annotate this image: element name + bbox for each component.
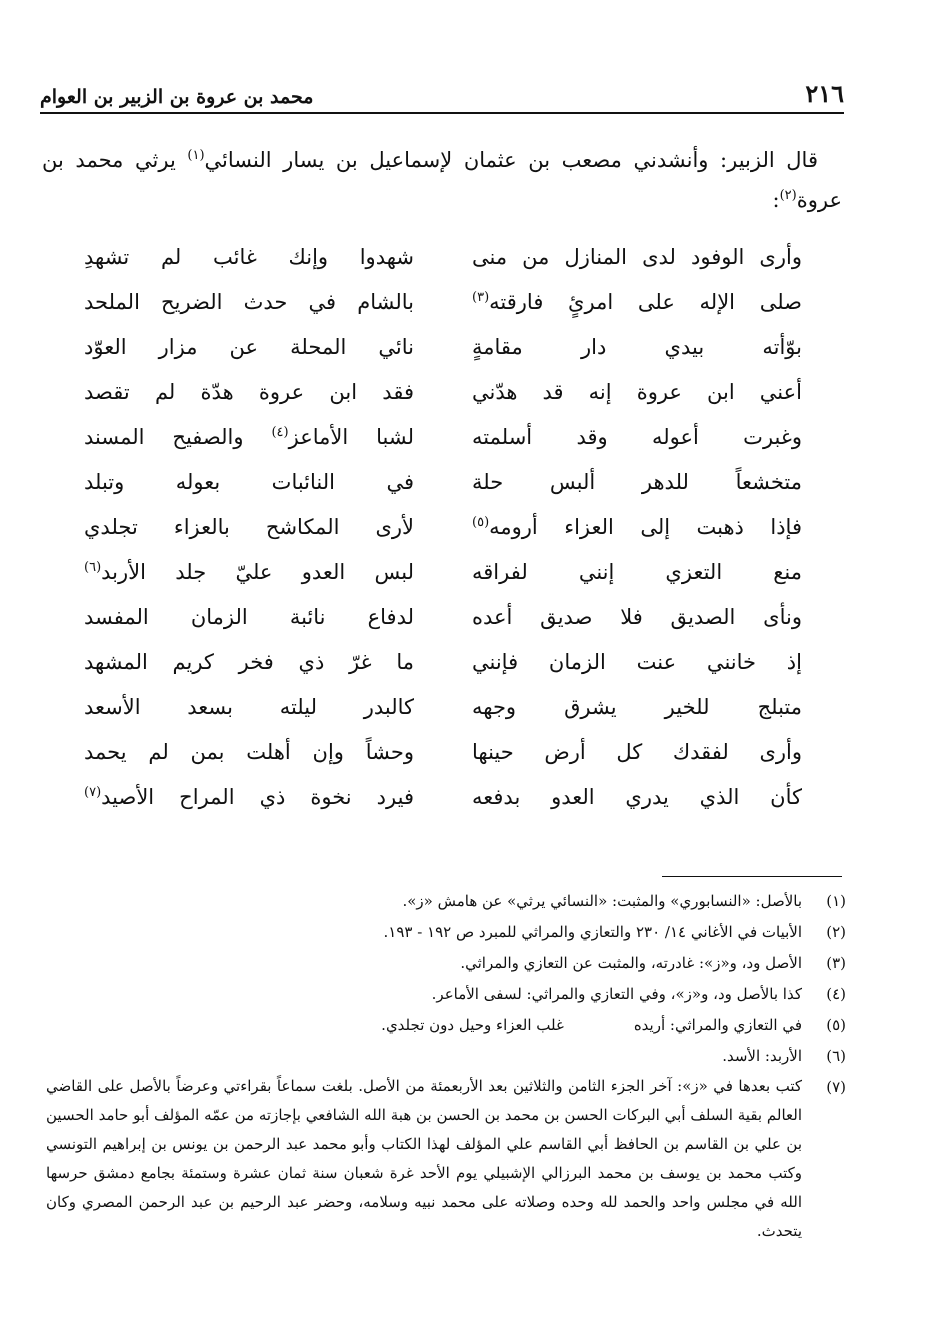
hemistich-text: لأرى المكاشح بالعزاء تجلدي xyxy=(84,514,414,539)
verse-first-hemistich xyxy=(472,425,802,449)
verse-line xyxy=(84,549,802,594)
verse-line xyxy=(84,234,802,279)
intro-text: : xyxy=(772,188,780,212)
hemistich-text: بوّأته بيدي دار مقامةٍ xyxy=(472,334,802,359)
footnote-number: (٤) xyxy=(826,985,846,1003)
footnote-ref[interactable]: (٥) xyxy=(472,514,490,530)
hemistich-text: منع التعزي إنني لفراقه xyxy=(472,559,802,584)
verse-first-hemistich xyxy=(472,470,802,494)
verse-first-hemistich xyxy=(472,560,802,584)
hemistich-text: وأرى لفقدك كل أرض حينها xyxy=(472,739,802,764)
footnote-number: (٣) xyxy=(826,954,846,972)
verse-second-hemistich xyxy=(84,290,414,314)
footnotes xyxy=(46,886,846,1246)
hemistich-text: متبلج للخير يشرق وجهه xyxy=(472,694,802,719)
verse-second-hemistich xyxy=(84,380,414,404)
hemistich-text: وأرى الوفود لدى المنازل من منى xyxy=(472,244,802,269)
verse-second-hemistich xyxy=(84,650,414,674)
footnote-text-wrap xyxy=(46,979,802,1010)
hemistich-text: كالبدر ليلته بسعد الأسعد xyxy=(84,694,414,719)
verse-line xyxy=(84,279,802,324)
verse-line xyxy=(84,459,802,504)
footnote xyxy=(46,1010,846,1041)
hemistich-text: صلى الإله على امرئٍ فارقته xyxy=(489,289,802,314)
verse-second-hemistich xyxy=(84,785,414,809)
footnote-number: (٥) xyxy=(826,1016,846,1034)
hemistich-text: ونأى الصديق فلا صديق أعده xyxy=(472,604,802,629)
hemistich-text: وغبرت أعوله وقد أسلمته xyxy=(472,424,802,449)
footnote-text: الأربد: الأسد. xyxy=(722,1047,802,1065)
footnote-text-wrap xyxy=(46,948,802,979)
hemistich-text: لدفاع نائبة الزمان المفسد xyxy=(84,604,414,629)
footnote-number: (٦) xyxy=(826,1047,846,1065)
hemistich-text: نائي المحلة عن مزار العوّد xyxy=(84,334,414,359)
footnote-text: الأبيات في الأغاني ١٤/ ٢٣٠ والتعازي والمراثي للمبرد ص ١٩٢ - ١٩٣. xyxy=(383,923,802,941)
hemistich-text: لبس العدو عليّ جلد الأربد xyxy=(101,559,414,584)
verse-second-hemistich xyxy=(84,470,414,494)
hemistich-text: وحشاً وإن أهلت بمن لم يحمد xyxy=(84,739,414,764)
verse-line xyxy=(84,324,802,369)
footnote-text: الأصل ود، و«ز»: غادرته، والمثبت عن التعازي والمراثي. xyxy=(460,954,802,972)
verse-second-hemistich xyxy=(84,425,414,449)
running-title: محمد بن عروة بن الزبير بن العوام xyxy=(40,86,314,108)
hemistich-text: شهدوا وإنك غائب لم تشهدِ xyxy=(84,244,414,269)
verse-first-hemistich xyxy=(472,650,802,674)
verse-line xyxy=(84,594,802,639)
verse-second-hemistich xyxy=(84,695,414,719)
verse-first-hemistich xyxy=(472,785,802,809)
verse-first-hemistich xyxy=(472,380,802,404)
footnote-text: بالأصل: «النسابوري» والمثبت: «النسائي يرثي» عن هامش «ز». xyxy=(402,892,802,910)
verse-line xyxy=(84,369,802,414)
footnote-text: غلب العزاء وحيل دون تجلدي. xyxy=(381,1016,564,1034)
verse-line xyxy=(84,684,802,729)
verse-first-hemistich xyxy=(472,605,802,629)
verse-line xyxy=(84,774,802,819)
verse-second-hemistich xyxy=(84,335,414,359)
footnote-ref[interactable]: (٣) xyxy=(472,289,490,305)
verse-first-hemistich xyxy=(472,740,802,764)
footnote-text-wrap xyxy=(46,1041,802,1072)
hemistich-text: متخشعاً للدهر ألبس حلة xyxy=(472,469,802,494)
hemistich-text: فإذا ذهبت إلى العزاء أرومه xyxy=(489,514,802,539)
intro-text: قال الزبير: وأنشدني مصعب بن عثمان لإسماعيل بن يسار النسائي xyxy=(204,148,818,172)
footnote-text-wrap xyxy=(46,1010,802,1041)
verse-second-hemistich xyxy=(84,515,414,539)
verse-first-hemistich xyxy=(472,515,802,539)
footnote-ref[interactable]: (٢) xyxy=(779,188,797,203)
footnote-ref[interactable]: (١) xyxy=(187,148,205,163)
hemistich-text: كأن الذي يدري العدو بدفعه xyxy=(472,784,802,809)
hemistich-text: لشبا الأماعز xyxy=(288,424,414,449)
hemistich-text: والصفيح المسند xyxy=(84,424,272,449)
poem xyxy=(84,234,802,819)
footnote-ref[interactable]: (٦) xyxy=(84,559,102,575)
footnote xyxy=(46,979,846,1010)
footnote xyxy=(46,886,846,917)
intro-text: يرثي محمد بن عروة xyxy=(42,148,842,212)
hemistich-text: فيرد نخوة ذي المراح الأصيد xyxy=(101,784,414,809)
verse-line xyxy=(84,639,802,684)
verse-second-hemistich xyxy=(84,245,414,269)
footnote xyxy=(46,948,846,979)
verse-line xyxy=(84,504,802,549)
footnote-text: كذا بالأصل ود، و«ز»، وفي التعازي والمراثي: لسفى الأماعر. xyxy=(431,985,802,1003)
verse-second-hemistich xyxy=(84,740,414,764)
verse-first-hemistich xyxy=(472,245,802,269)
footnote-number: (١) xyxy=(826,892,846,910)
footnote xyxy=(46,1041,846,1072)
hemistich-text: فقد ابن عروة هدّة لم تقصد xyxy=(84,379,414,404)
footnote-text-wrap xyxy=(46,886,802,917)
page-header xyxy=(40,68,844,114)
hemistich-text: إذ خانني عنت الزمان فإنني xyxy=(472,649,802,674)
footnote-number: (٧) xyxy=(826,1078,846,1096)
verse-second-hemistich xyxy=(84,560,414,584)
verse-first-hemistich xyxy=(472,290,802,314)
verse-first-hemistich xyxy=(472,335,802,359)
footnote-ref[interactable]: (٤) xyxy=(271,424,289,440)
hemistich-text: بالشام في حدث الضريح الملحد xyxy=(84,289,414,314)
verse-second-hemistich xyxy=(84,605,414,629)
footnote xyxy=(46,917,846,948)
footnote-divider xyxy=(662,876,842,877)
footnote-text-wrap xyxy=(46,1072,802,1246)
footnote-ref[interactable]: (٧) xyxy=(84,784,102,800)
footnote-text-wrap xyxy=(46,917,802,948)
hemistich-text: أعني ابن عروة إنه قد هدّني xyxy=(472,379,802,404)
page-number: ٢١٦ xyxy=(805,79,844,108)
hemistich-text: في النائبات بعوله وتبلد xyxy=(84,469,414,494)
footnote-text: في التعازي والمراثي: أريده xyxy=(633,1016,802,1034)
intro-paragraph xyxy=(42,140,842,220)
verse-first-hemistich xyxy=(472,695,802,719)
footnote xyxy=(46,1072,846,1246)
footnote-number: (٢) xyxy=(826,923,846,941)
footnote-text: كتب بعدها في «ز»: آخر الجزء الثامن والثلاثين بعد الأربعمئة من الأصل. بلغت سماعاً بقراءتي وعرضاً بالأصل على القاضي العالم بقية السلف أبي البركات الحسن بن محمد بن الحسن بن هبة الله الشافعي بإجازته من عمّه المؤلف أبو حامد الحسين بن علي بن القاسم بن الحافظ أبي القاسم علي المؤلف لهذا الكتاب وأبو محمد عبد الرحمن بن يونس بن إبراهيم التونسي وكتب محمد بن يوسف بن محمد البرزالي الإشبيلي يوم الأحد غرة شعبان سنة ثمان عشرة وستمئة بجامع دمشق حرسها الله في مجلس واحد والحمد لله وحده وصلاته على محمد نبيه وسلامه، وحضر عبد الرحيم بن عبد الرحمن المصري وكان يتحدث. xyxy=(46,1077,802,1240)
verse-line xyxy=(84,414,802,459)
verse-line xyxy=(84,729,802,774)
hemistich-text: ما غرّ ذي فخر كريم المشهد xyxy=(84,649,414,674)
